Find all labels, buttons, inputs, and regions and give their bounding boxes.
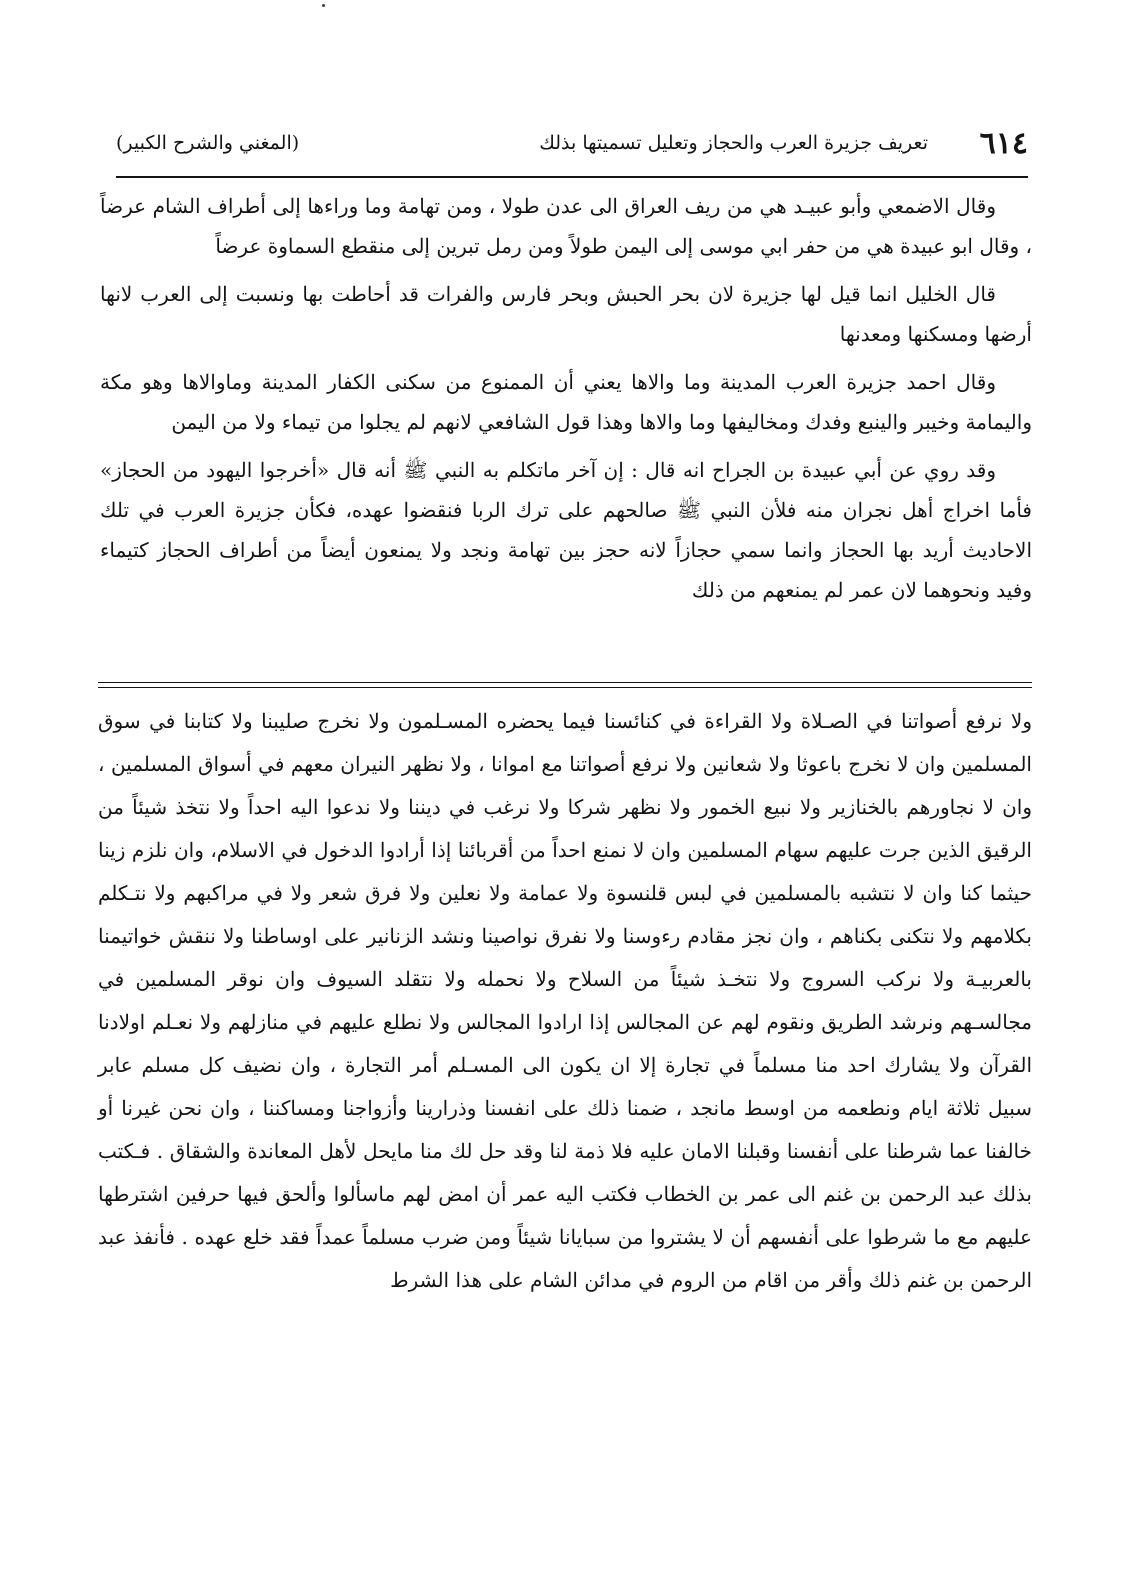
header-rule	[116, 176, 1028, 178]
running-header	[116, 118, 1028, 168]
upper-paragraph: وقد روي عن أبي عبيدة بن الجراح انه قال : إن آخر ماتكلم به النبي ﷺ أنه قال «أخرجوا اليهود من الحجاز» فأما اخراج أهل نجران منه فلأن النبي ﷺ صالحهم على ترك الربا فنقضوا عهده، فكأن جزيرة العرب في تلك الاحاديث أريد بها الحجاز وانما سمي حجازاً لانه حجز بين تهامة ونجد ولا يمنعون أيضاً من أطراف الحجاز كتيماء وفيد ونحوهما لان عمر لم يمنعهم من ذلك	[100, 458, 1032, 602]
upper-text-section	[100, 186, 1032, 618]
upper-paragraph: وقال الاضمعي وأبو عبيـد هي من ريف العراق الى عدن طولا ، ومن تهامة وما وراءها إلى أطراف الشام عرضاً ، وقال ابو عبيدة هي من حفر ابي موسى إلى اليمن طولاً ومن رمل تبرين إلى منقطع السماوة عرضاً	[100, 194, 1032, 258]
lower-text-section	[98, 700, 1032, 1302]
section-divider	[98, 687, 1032, 688]
page-number: ٦١٤	[979, 126, 1028, 161]
lower-paragraph: ولا نرفع أصواتنا في الصـلاة ولا القراءة في كنائسنا فيما يحضره المسـلمون ولا نخرج صليبنا ولا كتابنا في سوق المسلمين وان لا نخرج باعوثا ولا شعانين ولا نرفع أصواتنا مع اموانا ، ولا نظهر النيران معهم في أسواق المسلمين ، وان لا نجاورهم بالخنازير ولا نبيع الخمور ولا نظهر شركا ولا نرغب في ديننا ولا ندعوا اليه احداً ولا نتخذ شيئاً من الرقيق الذين جرت عليهم سهام المسلمين وان لا نمنع احداً من أقربائنا إذا أرادوا الدخول في الاسلام، وان نلزم زينا حيثما كنا وان لا نتشبه بالمسلمين في لبس قلنسوة ولا عمامة ولا نعلين ولا فرق شعر ولا في مراكبهم ولا نتـكلم بكلامهم ولا نتكنى بكناهم ، وان نجز مقادم رءوسنا ولا نفرق نواصينا ونشد الزنانير على اوساطنا ولا ننقش خواتيمنا بالعربيـة ولا نركب السروج ولا نتخـذ شيئاً من السلاح ولا نحمله ولا نتقلد السيوف وان نوقر المسلمين في مجالسـهم ونرشد الطريق ونقوم لهم عن المجالس إذا ارادوا المجالس ولا نطلع عليهم في منازلهم ولا نعـلم اولادنا القرآن ولا يشارك احد منا مسلماً في تجارة إلا ان يكون الى المسـلم أمر التجارة ، وان نضيف كل مسلم عابر سبيل ثلاثة ايام ونطعمه من اوسط مانجد ، ضمنا ذلك على انفسنا وذرارينا وأزواجنا ومساكننا ، وان نحن غيرنا أو خالفنا عما شرطنا على أنفسنا وقبلنا الامان عليه فلا ذمة لنا وقد حل لك منا مايحل لأهل المعاندة والشقاق . فـكتب بذلك عبد الرحمن بن غنم الى عمر بن الخطاب فكتب اليه عمر أن امض لهم ماسألوا وألحق فيها حرفين اشترطها عليهم مع ما شرطوا على أنفسهم أن لا يشتروا من سبايانا شيئاً ومن ضرب مسلماً عمداً فقد خلع عهده . فأنفذ عبد الرحمن بن غنم ذلك وأقر من اقام من الروم في مدائن الشام على هذا الشرط	[98, 709, 1033, 1292]
book-title: (المغني والشرح الكبير)	[116, 132, 300, 154]
scan-speck	[322, 4, 325, 7]
section-divider	[98, 682, 1032, 683]
upper-paragraph: قال الخليل انما قيل لها جزيرة لان بحر الحبش وبحر فارس والفرات قد أحاطت بها ونسبت إلى العرب لانها أرضها ومسكنها ومعدنها	[100, 282, 1032, 346]
upper-paragraph: وقال احمد جزيرة العرب المدينة وما والاها يعني أن الممنوع من سكنى الكفار المدينة وماوالاها وهو مكة واليمامة وخيبر والينبع وفدك ومخاليفها وما والاها وهذا قول الشافعي لانهم لم يجلوا من تيماء ولا من اليمن	[100, 370, 1032, 434]
header-title: تعريف جزيرة العرب والحجاز وتعليل تسميتها بذلك	[539, 132, 928, 154]
